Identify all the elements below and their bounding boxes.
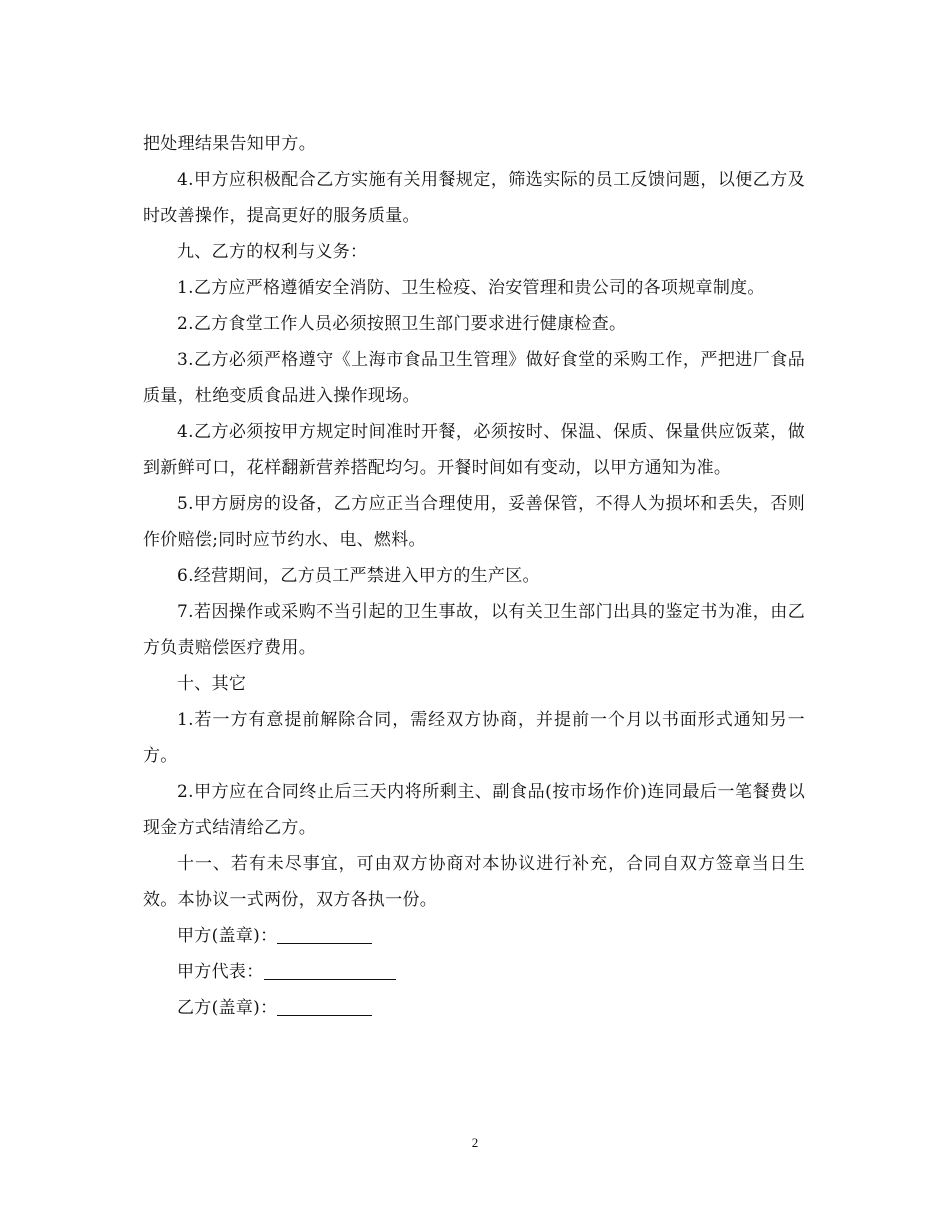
signature-party-a-rep xyxy=(143,954,805,990)
paragraph: 4.乙方必须按甲方规定时间准时开餐，必须按时、保温、保质、保量供应饭菜，做到新鲜可口，花样翻新营养搭配均匀。开餐时间如有变动，以甲方通知为准。 xyxy=(143,422,805,478)
paragraph: 6.经营期间，乙方员工严禁进入甲方的生产区。 xyxy=(177,566,540,586)
paragraph: 1.乙方应严格遵循安全消防、卫生检疫、治安管理和贵公司的各项规章制度。 xyxy=(177,278,765,298)
signature-blank-line xyxy=(277,998,372,1016)
section-heading: 九、乙方的权利与义务： xyxy=(177,242,368,262)
paragraph: 5.甲方厨房的设备，乙方应正当合理使用，妥善保管，不得人为损坏和丢失，否则作价赔偿;同时应节约水、电、燃料。 xyxy=(143,494,805,550)
signature-label: 甲方代表： xyxy=(177,962,264,982)
signature-party-a-seal xyxy=(143,918,805,954)
signature-blank-line xyxy=(277,926,372,944)
signature-blank-line xyxy=(264,962,396,980)
document-body xyxy=(143,126,805,1026)
page-number: 2 xyxy=(471,1135,479,1150)
paragraph: 把处理结果告知甲方。 xyxy=(143,134,316,154)
section-heading: 十、其它 xyxy=(177,674,247,694)
paragraph: 3.乙方必须严格遵守《上海市食品卫生管理》做好食堂的采购工作，严把进厂食品质量，杜绝变质食品进入操作现场。 xyxy=(143,350,805,406)
signature-label: 甲方(盖章)： xyxy=(177,926,278,946)
paragraph: 7.若因操作或采购不当引起的卫生事故，以有关卫生部门出具的鉴定书为准，由乙方负责赔偿医疗费用。 xyxy=(143,602,805,658)
paragraph: 2.乙方食堂工作人员必须按照卫生部门要求进行健康检查。 xyxy=(177,314,627,334)
paragraph: 2.甲方应在合同终止后三天内将所剩主、副食品(按市场作价)连同最后一笔餐费以现金方式结清给乙方。 xyxy=(143,782,805,838)
paragraph: 十一、若有未尽事宜，可由双方协商对本协议进行补充，合同自双方签章当日生效。本协议一式两份，双方各执一份。 xyxy=(143,854,805,910)
signature-label: 乙方(盖章)： xyxy=(177,998,278,1018)
paragraph: 1.若一方有意提前解除合同，需经双方协商，并提前一个月以书面形式通知另一方。 xyxy=(143,710,805,766)
paragraph: 4.甲方应积极配合乙方实施有关用餐规定，筛选实际的员工反馈问题，以便乙方及时改善操作，提高更好的服务质量。 xyxy=(143,170,805,226)
signature-party-b-seal xyxy=(143,990,805,1026)
